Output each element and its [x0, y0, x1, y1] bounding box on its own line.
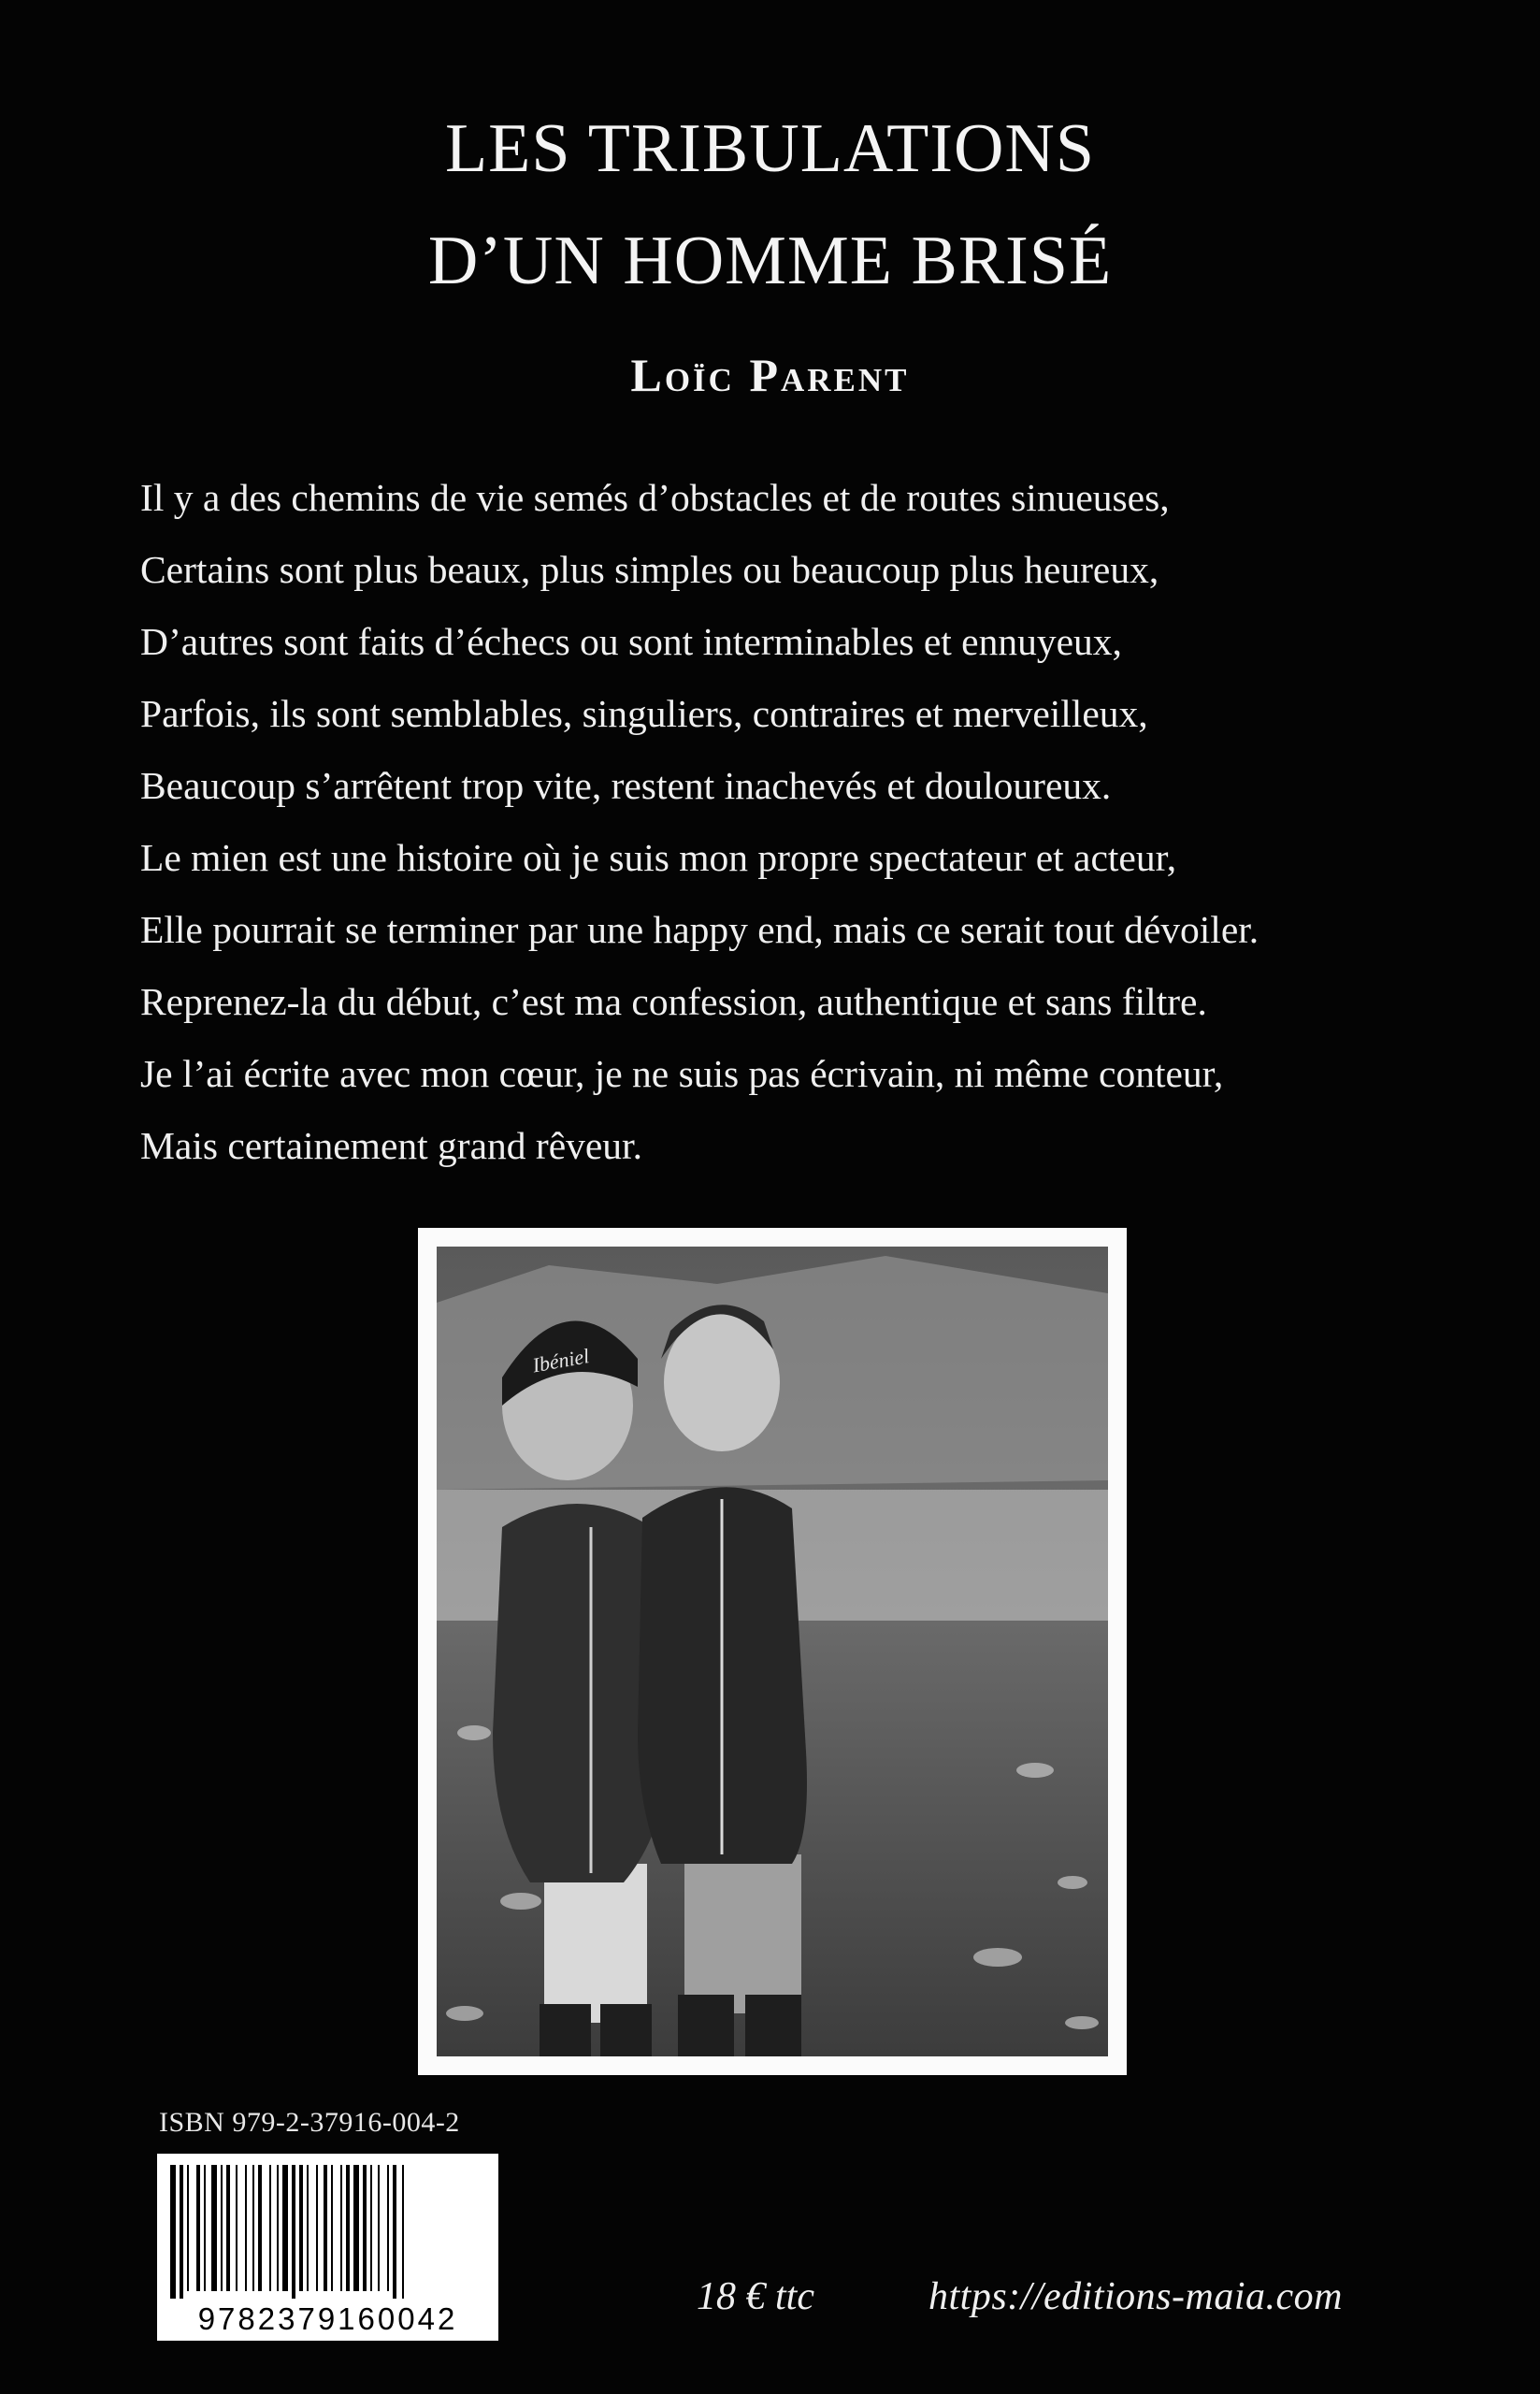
blurb-line: Il y a des chemins de vie semés d’obstacles et de routes sinueuses, — [140, 476, 1170, 519]
barcode-bar — [331, 2165, 333, 2291]
publisher-website: https://editions-maia.com — [928, 2275, 1343, 2318]
photo-frame — [418, 1228, 1127, 2075]
blurb-line: Parfois, ils sont semblables, singuliers, contraires et merveilleux, — [140, 692, 1148, 735]
blurb-line: D’autres sont faits d’échecs ou sont interminables et ennuyeux, — [140, 620, 1122, 663]
barcode-digits: 9782379160042 — [197, 2301, 458, 2336]
barcode-bar — [307, 2165, 309, 2291]
barcode-bar — [269, 2165, 271, 2291]
barcode-bar — [180, 2165, 183, 2299]
barcode-bar — [340, 2165, 342, 2291]
blurb-text — [140, 462, 1468, 1182]
barcode-bar — [363, 2165, 367, 2291]
barcode-bar — [252, 2165, 254, 2291]
barcode-bar — [316, 2165, 318, 2291]
barcode-bar — [211, 2165, 217, 2291]
right-child-trousers — [684, 1854, 801, 2013]
barcode-bar — [236, 2165, 237, 2291]
isbn-label: ISBN 979-2-37916-004-2 — [159, 2107, 460, 2138]
barcode-bar — [187, 2165, 189, 2291]
barcode-bar — [277, 2165, 279, 2291]
blurb-line: Le mien est une histoire où je suis mon propre spectateur et acteur, — [140, 836, 1177, 879]
barcode-bar — [378, 2165, 380, 2291]
barcode-bar — [370, 2165, 372, 2291]
photo-two-children — [437, 1247, 1108, 2056]
author-name: Loïc Parent — [630, 349, 910, 401]
barcode-bar — [226, 2165, 230, 2291]
barcode-bar — [221, 2165, 223, 2291]
blurb-line: Reprenez-la du début, c’est ma confession, authentique et sans filtre. — [140, 980, 1207, 1023]
blurb-line: Mais certainement grand rêveur. — [140, 1124, 642, 1167]
bonnet-text: Ibéniel — [530, 1344, 592, 1377]
barcode-bar — [387, 2165, 389, 2291]
barcode-bar — [353, 2165, 359, 2291]
photo-illustration — [437, 1247, 1108, 2056]
blurb-line: Elle pourrait se terminer par une happy end, mais ce serait tout dévoiler. — [140, 908, 1259, 951]
barcode-bar — [204, 2165, 206, 2291]
barcode-bars — [157, 2154, 498, 2299]
blurb-line: Certains sont plus beaux, plus simples ou beaucoup plus heureux, — [140, 548, 1159, 591]
barcode-bar — [282, 2165, 288, 2291]
barcode-bar — [258, 2165, 262, 2291]
barcode — [157, 2154, 498, 2341]
book-title-line-1: LES TRIBULATIONS — [444, 110, 1096, 187]
barcode-bar — [170, 2165, 176, 2299]
book-title-line-2: D’UN HOMME BRISÉ — [427, 223, 1113, 299]
barcode-bar — [393, 2165, 396, 2299]
barcode-bar — [402, 2165, 404, 2299]
blurb-line: Je l’ai écrite avec mon cœur, je ne suis pas écrivain, ni même conteur, — [140, 1052, 1224, 1095]
barcode-bar — [299, 2165, 303, 2291]
barcode-bar — [346, 2165, 350, 2291]
left-child-trousers — [544, 1864, 647, 2023]
blurb-line: Beaucoup s’arrêtent trop vite, restent inachevés et douloureux. — [140, 764, 1112, 807]
price-label: 18 € ttc — [697, 2275, 814, 2318]
barcode-bar — [324, 2165, 327, 2291]
barcode-bar — [292, 2165, 295, 2299]
barcode-bar — [196, 2165, 200, 2291]
barcode-bar — [245, 2165, 247, 2291]
